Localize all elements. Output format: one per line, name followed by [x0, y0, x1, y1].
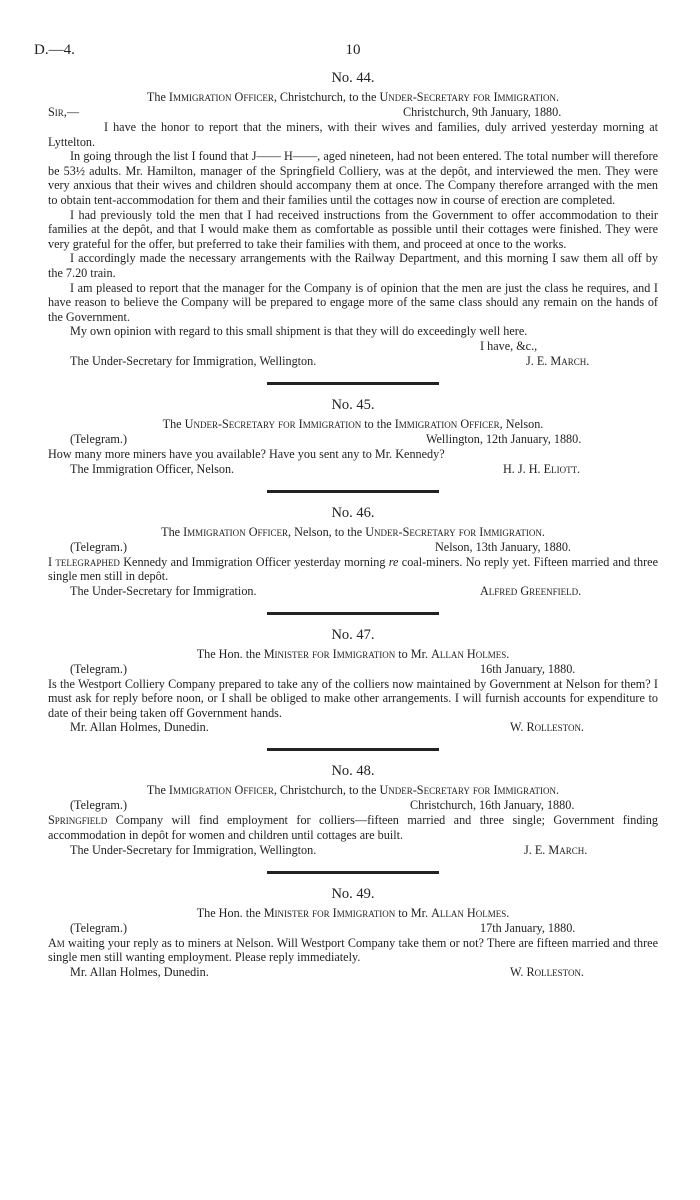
- signature: H. J. H. Eliott.: [503, 461, 581, 476]
- signature: J. E. March.: [526, 353, 590, 368]
- addressee-row: [48, 584, 658, 599]
- addressee-row: [48, 843, 658, 858]
- paragraph: I had previously told the men that I had received instructions from the Government to offer accommodation to their families at the depôt, and that I would make them as comfortable as possible until their cottages were finished. They were very grateful for the offer, but preferred to take their families with them, and proceed at once to the works.: [48, 207, 658, 251]
- section-number: No. 47.: [331, 626, 375, 643]
- telegram-row: [48, 798, 658, 813]
- section-address: The Hon. the Minister for Immigration to Mr. Allan Holmes.: [196, 646, 510, 661]
- section-address: The Immigration Officer, Nelson, to the Under-Secretary for Immigration.: [161, 524, 545, 539]
- section-number: No. 48.: [331, 763, 375, 780]
- signature: W. Rolleston.: [510, 964, 584, 979]
- telegram-row: [48, 662, 658, 677]
- addressee-row: [48, 462, 658, 477]
- addressee: Mr. Allan Holmes, Dunedin.: [70, 720, 209, 735]
- addressee-row: [48, 720, 658, 735]
- section-number: No. 49.: [331, 885, 375, 902]
- addressee: Mr. Allan Holmes, Dunedin.: [70, 964, 209, 979]
- telegram-label: (Telegram.): [70, 798, 128, 813]
- addressee-row: [48, 965, 658, 980]
- telegram-label: (Telegram.): [70, 431, 128, 446]
- section-address: The Under-Secretary for Immigration to the Immigration Officer, Nelson.: [162, 416, 544, 431]
- telegram-label: (Telegram.): [70, 920, 128, 935]
- place-date: Nelson, 13th January, 1880.: [435, 539, 571, 554]
- telegram-row: [48, 921, 658, 936]
- section-no-45: [48, 397, 658, 477]
- paragraph: How many more miners have you available? Have you sent any to Mr. Kennedy?: [48, 446, 445, 461]
- addressee: The Immigration Officer, Nelson.: [70, 461, 235, 476]
- section-divider: [267, 382, 439, 385]
- section-number: No. 45.: [331, 396, 375, 413]
- paragraph: I am pleased to report that the manager for the Company is of opinion that the men are just the class he requires, and I have reason to believe the Company will be prepared to engage more of the same class should any remain on the hands of the Government.: [48, 280, 658, 324]
- addressee: The Under-Secretary for Immigration, Wellington.: [70, 842, 317, 857]
- signature: Alfred Greenfield.: [480, 583, 582, 598]
- telegram-row: [48, 432, 658, 447]
- paragraph: Is the Westport Colliery Company prepared to take any of the colliers now maintained by Government at Nelson for them? I must ask for reply before noon, or I shall be obliged to make other arrangements. I will furnish accounts for expenditure to date of their being taken off Government hands.: [48, 676, 658, 720]
- paragraph: My own opinion with regard to this small shipment is that they will do exceedingly well here.: [70, 324, 528, 339]
- section-address: The Immigration Officer, Christchurch, to the Under-Secretary for Immigration.: [146, 90, 560, 104]
- section-no-47: [48, 627, 658, 736]
- section-address: The Hon. the Minister for Immigration to Mr. Allan Holmes.: [196, 905, 510, 920]
- paragraph: In going through the list I found that J—— H——, aged nineteen, had not been entered. The total number will therefore be 53½ adults. Mr. Hamilton, manager of the Springfield Colliery, was at the depôt, and interviewed the men. They were very anxious that their wives and children should accompany them at once. The Company therefore arranged with the men to obtain tent-accommodation for them and their families until the cottages now in course of erection are completed.: [48, 149, 658, 207]
- closing: I have, &c.,: [480, 338, 538, 353]
- closing-row: [48, 339, 658, 354]
- section-number: No. 46.: [331, 504, 375, 521]
- place-date: Christchurch, 16th January, 1880.: [410, 798, 575, 813]
- section-no-46: [48, 505, 658, 599]
- section-divider: [267, 490, 439, 493]
- telegram-row: [48, 540, 658, 555]
- running-header: [34, 42, 658, 64]
- signature: J. E. March.: [524, 842, 588, 857]
- telegram-label: (Telegram.): [70, 661, 128, 676]
- paragraph: I accordingly made the necessary arrangements with the Railway Department, and this morning I saw them all off by the 7.20 train.: [48, 251, 658, 280]
- section-no-44: [48, 70, 658, 369]
- section-number: No. 44.: [331, 70, 375, 86]
- page-number: 10: [345, 42, 361, 58]
- document-code: D.—4.: [34, 42, 75, 58]
- paragraph: I have the honor to report that the miners, with their wives and families, duly arrived yesterday morning at Lyttelton.: [48, 120, 658, 149]
- addressee: The Under-Secretary for Immigration.: [70, 583, 257, 598]
- salutation-row: [48, 105, 658, 120]
- signature: W. Rolleston.: [510, 720, 584, 735]
- place-date: Wellington, 12th January, 1880.: [426, 431, 582, 446]
- paragraph: Springfield Company will find employment for colliers—fifteen married and three single; Government finding accommodation in depôt for women and children until cottages are built.: [48, 813, 658, 843]
- section-divider: [267, 871, 439, 874]
- document-page: [34, 42, 658, 980]
- section-divider: [267, 612, 439, 615]
- place-date: Christchurch, 9th January, 1880.: [403, 105, 562, 119]
- paragraph: Am waiting your reply as to miners at Nelson. Will Westport Company take them or not? There are fifteen married and three single men still wanting employment. Please reply immediately.: [48, 935, 658, 965]
- section-address: The Immigration Officer, Christchurch, to the Under-Secretary for Immigration.: [146, 783, 560, 798]
- addressee: The Under-Secretary for Immigration, Wellington.: [70, 353, 317, 368]
- salutation: Sir,—: [48, 105, 80, 119]
- place-date: 16th January, 1880.: [480, 661, 576, 676]
- section-no-48: [48, 763, 658, 857]
- section-no-49: [48, 886, 658, 980]
- telegram-label: (Telegram.): [70, 539, 128, 554]
- addressee-row: [48, 354, 658, 369]
- section-divider: [267, 748, 439, 751]
- paragraph: I telegraphed Kennedy and Immigration Officer yesterday morning re coal-miners. No reply yet. Fifteen married and three single men still in depôt.: [48, 554, 658, 584]
- place-date: 17th January, 1880.: [480, 920, 576, 935]
